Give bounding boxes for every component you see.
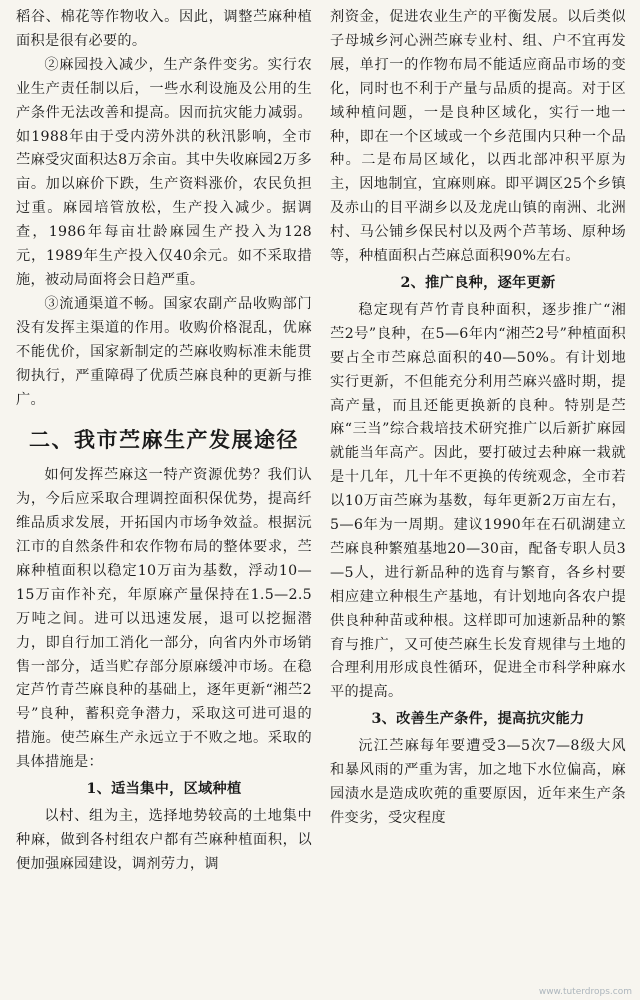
left-paragraph-0: 稻谷、棉花等作物收入。因此，调整苎麻种植面积是很有必要的。 (16, 9, 312, 49)
subsection-title-2: 2、推广良种，逐年更新 (400, 274, 556, 291)
left-paragraph-2: ③流通渠道不畅。国家农副产品收购部门没有发挥主渠道的作用。收购价格混乱，优麻不能优价，国家新制定的苎麻收购标准未能贯彻执行，严重障碍了优质苎麻良种的更新与推广。 (16, 295, 312, 408)
left-paragraph-4: 以村、组为主，选择地势较高的土地集中种麻，做到各村组农户都有苎麻种植面积，以便加强麻园建设，调剂劳力，调 (16, 808, 312, 872)
right-paragraph-0: 剂资金，促进农业生产的平衡发展。以后类似子母城乡河心洲苎麻专业村、组、户不宜再发展，单打一的作物布局不能适应商品市场的变化，同时也不利于产量与品质的提高。对于区域种植问题，一是良种区域化，实行一地一种，即在一个区域或一个乡范围内只种一个品种。二是布局区域化，以西北部冲积平原为主，因地制宜，宜麻则麻。即平调区25个乡镇及赤山的目平湖乡以及龙虎山镇的南洲、北洲村、马公铺乡保民村以及两个芦苇场、原种场等，种植面积占苎麻总面积90%左右。 (330, 9, 626, 265)
left-column (16, 6, 312, 1000)
left-paragraph-3: 如何发挥苎麻这一特产资源优势？我们认为，今后应采取合理调控面积保优势，提高纤维品质求发展，开拓国内市场争效益。根据沅江市的自然条件和农作物布局的整体要求，苎麻种植面积以稳定10万亩为基数，浮动10—15万亩作补充，年原麻产量保持在1.5—2.5万吨之间。进可以迅速发展，退可以挖掘潜力，即自行加工消化一部分，向省内外市场销售一部分，适当贮存部分原麻缓冲市场。在稳定芦竹青苎麻良种的基础上，逐年更新“湘苎2号”良种，蓄积竞争潜力，采取这可进可退的措施。使苎麻生产永远立于不败之地。采取的具体措施是： (16, 467, 312, 771)
left-paragraph-1: ②麻园投入减少，生产条件变劣。实行农业生产责任制以后，一些水利设施及公用的生产条件无法改善和提高。因而抗灾能力减弱。如1988年由于受内涝外洪的秋汛影响，全市苎麻受灾面积达8万余亩。其中失收麻园2万多亩。加以麻价下跌，生产资料涨价，农民负担过重。麻园培管放松，生产投入减少。据调查，1986年每亩壮龄麻园生产投入为128元，1989年生产投入仅40余元。如不采取措施，被动局面将会日趋严重。 (16, 56, 312, 288)
subsection-title-3: 3、改善生产条件，提高抗灾能力 (371, 711, 585, 728)
right-paragraph-2: 沅江苎麻每年要遭受3—5次7—8级大风和暴风雨的严重为害，加之地下水位偏高，麻园渍水是造成吹蔸的重要原因，近年来生产条件变劣，受灾程度 (330, 738, 626, 826)
right-column (330, 6, 626, 1000)
section-title: 二、我市苎麻生产发展途径 (29, 427, 299, 453)
right-paragraph-1: 稳定现有芦竹青良种面积，逐步推广“湘苎2号”良种，在5—6年内“湘苎2号”种植面积要占全市苎麻总面积的40—50%。有计划地实行更新，不但能充分利用苎麻兴盛时期，提高产量，而且还能更换新的良种。特别是苎麻“三当”综合栽培技术研究推广以后新扩麻园就能当年高产。因此，要打破过去种麻一栽就是十几年，几十年不更换的传统观念，全市若以10万亩苎麻为基数，每年更新2万亩左右，5—6年为一周期。建议1990年在石矶湖建立苎麻良种繁殖基地20—30亩，配备专职人员3—5人，进行新品种的选育与繁育，各乡村要相应建立种根生产基地，有计划地向各农户提供良种种苗或种根。这样即可加速新品种的繁育与推广，又可使苎麻生长发育规律与土地的合理利用形成良性循环，促进全市科学种麻水平的提高。 (330, 301, 626, 701)
watermark: www.tuterdrops.com (538, 987, 632, 997)
subsection-title-1: 1、适当集中，区域种植 (86, 781, 242, 798)
